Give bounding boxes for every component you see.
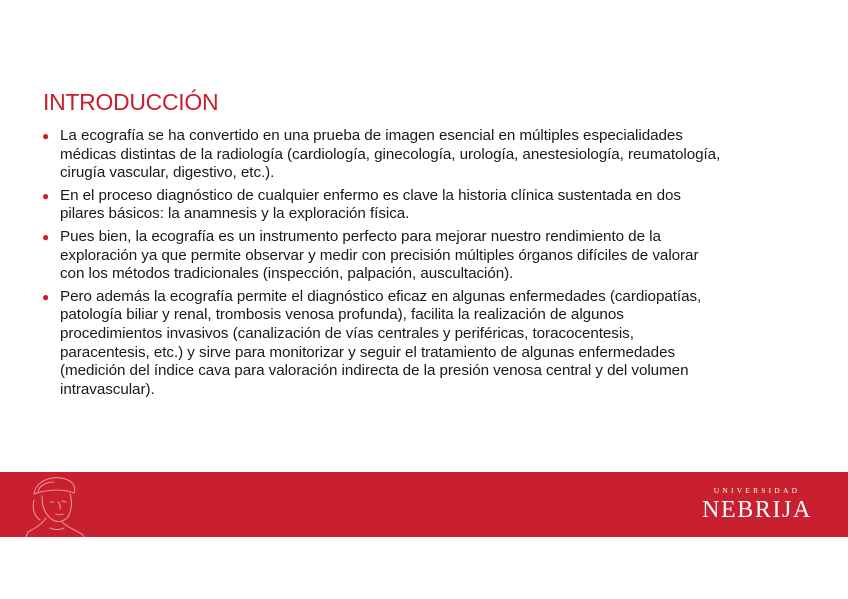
bullet-line: La ecografía se ha convertido en una prueba de imagen esencial en múltiples especialidades <box>60 127 683 144</box>
bullet-line: (medición del índice cava para valoración indirecta de la presión venosa central y del volumen <box>60 362 689 380</box>
bullet-dot-icon: ● <box>42 129 50 143</box>
bullet-item <box>40 127 820 183</box>
bullet-dot-icon: ● <box>42 289 50 304</box>
bullet-line: cirugía vascular, digestivo, etc.). <box>60 164 275 182</box>
bullet-item <box>40 228 820 284</box>
logo-main-text: NEBRIJA <box>702 497 812 523</box>
bullet-line: Pues bien, la ecografía es un instrumento perfecto para mejorar nuestro rendimiento de la <box>60 227 661 245</box>
bullet-item <box>40 288 820 400</box>
bullet-line: Pero además la ecografía permite el diagnóstico eficaz en algunas enfermedades (cardiopatías, <box>60 287 702 305</box>
slide-title: INTRODUCCIÓN <box>43 89 219 115</box>
bullet-line: En el proceso diagnóstico de cualquier enfermo es clave la historia clínica sustentada en dos <box>60 186 681 204</box>
bullet-line: médicas distintas de la radiología (cardiología, ginecología, urología, anestesiología, reumatología, <box>60 145 721 163</box>
bullet-line: patología biliar y renal, trombosis venosa profunda), facilita la realización de algunos <box>60 306 624 324</box>
bullet-item <box>40 187 820 224</box>
bullet-dot-icon: ● <box>42 188 50 203</box>
bullet-line: intravascular). <box>60 380 155 398</box>
bullet-dot-icon: ● <box>42 229 50 244</box>
university-logo <box>698 486 816 523</box>
bullet-line: procedimientos invasivos (canalización de vías centrales y periféricas, toracocentesis, <box>60 324 634 342</box>
footer-band <box>0 472 848 537</box>
nebrija-portrait-icon <box>20 472 90 537</box>
bullet-line: pilares básicos: la anamnesis y la exploración física. <box>60 205 410 223</box>
bullet-line: paracentesis, etc.) y sirve para monitorizar y seguir el tratamiento de algunas enfermedades <box>60 343 676 361</box>
logo-top-text: UNIVERSIDAD <box>713 486 801 495</box>
bullet-list <box>40 127 820 403</box>
bullet-line: con los métodos tradicionales (inspección, palpación, auscultación). <box>60 265 514 283</box>
bullet-line: exploración ya que permite observar y medir con precisión múltiples órganos difíciles de valorar <box>60 246 699 264</box>
